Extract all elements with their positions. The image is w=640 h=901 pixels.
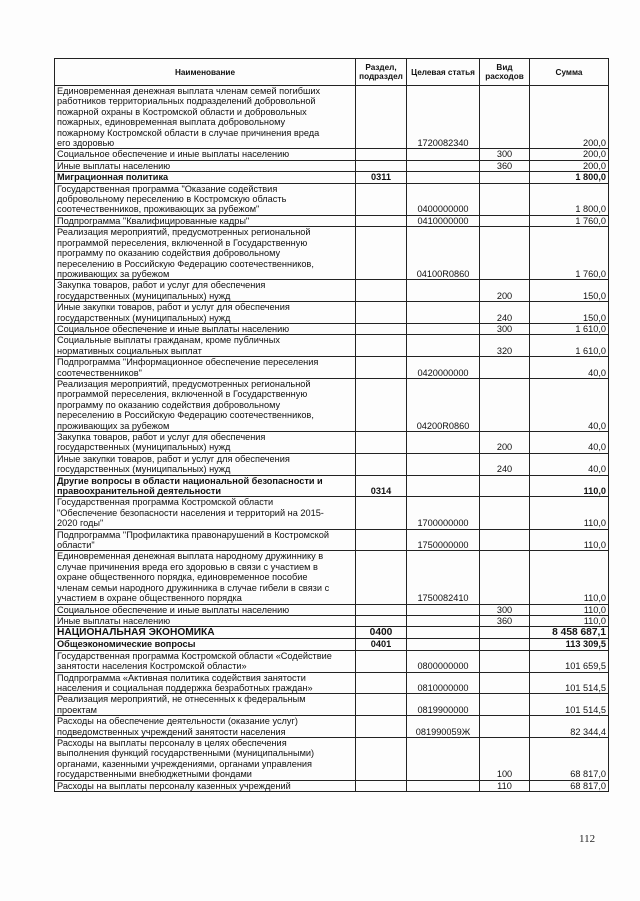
page-number: 112 [579,833,596,845]
row-name-cell: Закупка товаров, работ и услуг для обеспечения государственных (муниципальных) нужд [55,280,356,302]
row-target-cell: 0800000000 [407,650,480,672]
row-sum-cell: 1 610,0 [530,335,609,357]
row-name-cell: Единовременная денежная выплата членам семей погибших работников территориальных подразделений добровольной пожарной охраны в Костромской области и добровольных пожарных, единовременная выплата добровольному пожарному Костромской области в случае причинения вреда его здоровью [55,86,356,149]
row-section-cell [356,551,407,604]
table-row [55,302,609,324]
table-body [55,86,609,792]
row-section-cell [356,378,407,431]
row-target-cell: 0819900000 [407,694,480,716]
row-sum-cell: 110,0 [530,604,609,615]
row-expense-type-cell [480,627,530,639]
table-row [55,650,609,672]
table-row [55,149,609,160]
row-section-cell [356,497,407,529]
row-target-cell [407,323,480,334]
row-target-cell [407,149,480,160]
row-sum-cell: 110,0 [530,475,609,497]
row-expense-type-cell: 240 [480,453,530,475]
row-target-cell [407,432,480,454]
row-name-cell: Социальное обеспечение и иные выплаты населению [55,149,356,160]
row-expense-type-cell: 360 [480,615,530,626]
table-row [55,323,609,334]
row-sum-cell: 110,0 [530,529,609,551]
row-section-cell [356,737,407,780]
table-row [55,615,609,626]
row-target-cell: 0810000000 [407,672,480,694]
row-section-cell [356,453,407,475]
row-target-cell: 0420000000 [407,357,480,379]
row-target-cell: 04200R0860 [407,378,480,431]
row-expense-type-cell [480,551,530,604]
row-sum-cell: 40,0 [530,357,609,379]
header-target: Целевая статья [407,59,480,86]
row-sum-cell: 82 344,4 [530,716,609,738]
row-expense-type-cell: 300 [480,604,530,615]
row-name-cell: Единовременная денежная выплата народному дружиннику в случае причинения вреда его здоровью в связи с участием в охране общественного порядка, единовременное пособие членам семьи народного дружинника в случае гибели в связи с участием в охране общественного порядка [55,551,356,604]
row-name-cell: Закупка товаров, работ и услуг для обеспечения государственных (муниципальных) нужд [55,432,356,454]
table-row [55,227,609,280]
row-section-cell: 0314 [356,475,407,497]
row-sum-cell: 40,0 [530,453,609,475]
row-name-cell: Иные выплаты населению [55,160,356,171]
row-name-cell: Государственная программа Костромской области «Содействие занятости населения Костромской области» [55,650,356,672]
row-target-cell [407,335,480,357]
row-target-cell [407,780,480,791]
row-target-cell [407,627,480,639]
row-expense-type-cell [480,497,530,529]
row-expense-type-cell: 100 [480,737,530,780]
row-section-cell [356,323,407,334]
row-section-cell: 0401 [356,639,407,650]
row-expense-type-cell [480,183,530,215]
header-section: Раздел, подраздел [356,59,407,86]
row-section-cell [356,529,407,551]
row-target-cell [407,453,480,475]
row-sum-cell: 200,0 [530,149,609,160]
table-row [55,604,609,615]
row-section-cell [356,615,407,626]
row-section-cell [356,215,407,226]
row-expense-type-cell [480,475,530,497]
row-sum-cell: 110,0 [530,615,609,626]
row-expense-type-cell [480,86,530,149]
row-sum-cell: 200,0 [530,160,609,171]
row-section-cell [356,280,407,302]
row-target-cell [407,475,480,497]
row-expense-type-cell [480,716,530,738]
row-target-cell [407,160,480,171]
row-target-cell [407,615,480,626]
row-sum-cell: 110,0 [530,551,609,604]
row-name-cell: Социальное обеспечение и иные выплаты населению [55,323,356,334]
row-sum-cell: 200,0 [530,86,609,149]
row-expense-type-cell: 110 [480,780,530,791]
row-expense-type-cell [480,672,530,694]
row-expense-type-cell [480,172,530,183]
table-row [55,172,609,183]
table-row [55,160,609,171]
row-target-cell: 1750082410 [407,551,480,604]
row-expense-type-cell [480,357,530,379]
table-row [55,694,609,716]
row-section-cell [356,672,407,694]
table-row [55,672,609,694]
row-expense-type-cell [480,650,530,672]
row-target-cell [407,172,480,183]
row-sum-cell: 101 514,5 [530,672,609,694]
row-sum-cell: 1 760,0 [530,215,609,226]
row-expense-type-cell [480,227,530,280]
budget-table [54,58,609,792]
table-row [55,183,609,215]
table-row [55,86,609,149]
row-name-cell: Иные закупки товаров, работ и услуг для обеспечения государственных (муниципальных) нужд [55,453,356,475]
row-name-cell: Иные закупки товаров, работ и услуг для обеспечения государственных (муниципальных) нужд [55,302,356,324]
row-name-cell: Реализация мероприятий, предусмотренных региональной программой переселения, включенной в Государственную программу по оказанию содействия добровольному переселению в Российскую Федерацию соотечественников, проживающих за рубежом [55,227,356,280]
table-row [55,335,609,357]
row-expense-type-cell: 300 [480,149,530,160]
table-row [55,357,609,379]
row-sum-cell: 101 659,5 [530,650,609,672]
row-target-cell: 1700000000 [407,497,480,529]
table-row [55,716,609,738]
row-sum-cell: 1 800,0 [530,183,609,215]
row-target-cell: 1720082340 [407,86,480,149]
table-row [55,497,609,529]
row-section-cell [356,716,407,738]
table-header-row [55,59,609,86]
row-name-cell: Социальные выплаты гражданам, кроме публичных нормативных социальных выплат [55,335,356,357]
row-name-cell: Государственная программа "Оказание содействия добровольному переселению в Костромскую область соотечественников, проживающих за рубежом" [55,183,356,215]
row-name-cell: Расходы на выплаты персоналу казенных учреждений [55,780,356,791]
row-name-cell: Другие вопросы в области национальной безопасности и правоохранительной деятельности [55,475,356,497]
row-section-cell [356,183,407,215]
row-expense-type-cell [480,215,530,226]
header-expense-type: Вид расходов [480,59,530,86]
row-name-cell: НАЦИОНАЛЬНАЯ ЭКОНОМИКА [55,627,356,639]
row-expense-type-cell: 360 [480,160,530,171]
table-row [55,639,609,650]
row-sum-cell: 68 817,0 [530,737,609,780]
row-target-cell: 0410000000 [407,215,480,226]
row-sum-cell: 150,0 [530,280,609,302]
row-section-cell [356,694,407,716]
row-section-cell [356,302,407,324]
row-section-cell: 0400 [356,627,407,639]
row-expense-type-cell: 200 [480,280,530,302]
row-section-cell [356,227,407,280]
row-section-cell [356,604,407,615]
row-expense-type-cell: 240 [480,302,530,324]
row-name-cell: Подпрограмма "Профилактика правонарушений в Костромской области" [55,529,356,551]
row-target-cell [407,302,480,324]
row-section-cell [356,650,407,672]
row-name-cell: Расходы на выплаты персоналу в целях обеспечения выполнения функций государственными (муниципальными) органами, казенными учреждениями, органами управления государственными внебюджетными фондами [55,737,356,780]
row-expense-type-cell: 200 [480,432,530,454]
row-target-cell [407,280,480,302]
table-row [55,280,609,302]
row-section-cell [356,432,407,454]
row-expense-type-cell [480,378,530,431]
row-section-cell [356,357,407,379]
table-row [55,551,609,604]
row-name-cell: Иные выплаты населению [55,615,356,626]
row-expense-type-cell: 320 [480,335,530,357]
row-target-cell: 04100R0860 [407,227,480,280]
row-name-cell: Реализация мероприятий, не отнесенных к федеральным проектам [55,694,356,716]
row-section-cell: 0311 [356,172,407,183]
row-section-cell [356,86,407,149]
row-sum-cell: 1 760,0 [530,227,609,280]
table-row [55,627,609,639]
table-row [55,432,609,454]
row-name-cell: Подпрограмма «Активная политика содействия занятости населения и социальная поддержка безработных граждан» [55,672,356,694]
row-sum-cell: 101 514,5 [530,694,609,716]
table-row [55,378,609,431]
row-sum-cell: 113 309,5 [530,639,609,650]
row-target-cell: 081990059Ж [407,716,480,738]
table-row [55,780,609,791]
row-sum-cell: 1 610,0 [530,323,609,334]
row-section-cell [356,335,407,357]
table-row [55,737,609,780]
header-sum: Сумма [530,59,609,86]
row-expense-type-cell [480,639,530,650]
header-name: Наименование [55,59,356,86]
table-row [55,529,609,551]
row-sum-cell: 40,0 [530,378,609,431]
row-target-cell [407,604,480,615]
row-section-cell [356,780,407,791]
row-name-cell: Подпрограмма "Информационное обеспечение переселения соотечественников" [55,357,356,379]
row-sum-cell: 1 800,0 [530,172,609,183]
row-section-cell [356,160,407,171]
table-row [55,475,609,497]
row-sum-cell: 110,0 [530,497,609,529]
row-target-cell: 0400000000 [407,183,480,215]
row-name-cell: Общеэкономические вопросы [55,639,356,650]
row-name-cell: Социальное обеспечение и иные выплаты населению [55,604,356,615]
row-sum-cell: 68 817,0 [530,780,609,791]
row-name-cell: Государственная программа Костромской области "Обеспечение безопасности населения и территорий на 2015- 2020 годы" [55,497,356,529]
row-name-cell: Миграционная политика [55,172,356,183]
row-name-cell: Подпрограмма "Квалифицированные кадры" [55,215,356,226]
table-row [55,453,609,475]
row-expense-type-cell: 300 [480,323,530,334]
row-target-cell [407,639,480,650]
row-expense-type-cell [480,529,530,551]
table-row [55,215,609,226]
row-expense-type-cell [480,694,530,716]
row-target-cell: 1750000000 [407,529,480,551]
row-sum-cell: 150,0 [530,302,609,324]
row-name-cell: Реализация мероприятий, предусмотренных региональной программой переселения, включенной в Государственную программу по оказанию содействия добровольному переселению в Российскую Федерацию соотечественников, проживающих за рубежом [55,378,356,431]
row-sum-cell: 8 458 687,1 [530,627,609,639]
row-target-cell [407,737,480,780]
row-name-cell: Расходы на обеспечение деятельности (оказание услуг) подведомственных учреждений занятости населения [55,716,356,738]
row-sum-cell: 40,0 [530,432,609,454]
row-section-cell [356,149,407,160]
